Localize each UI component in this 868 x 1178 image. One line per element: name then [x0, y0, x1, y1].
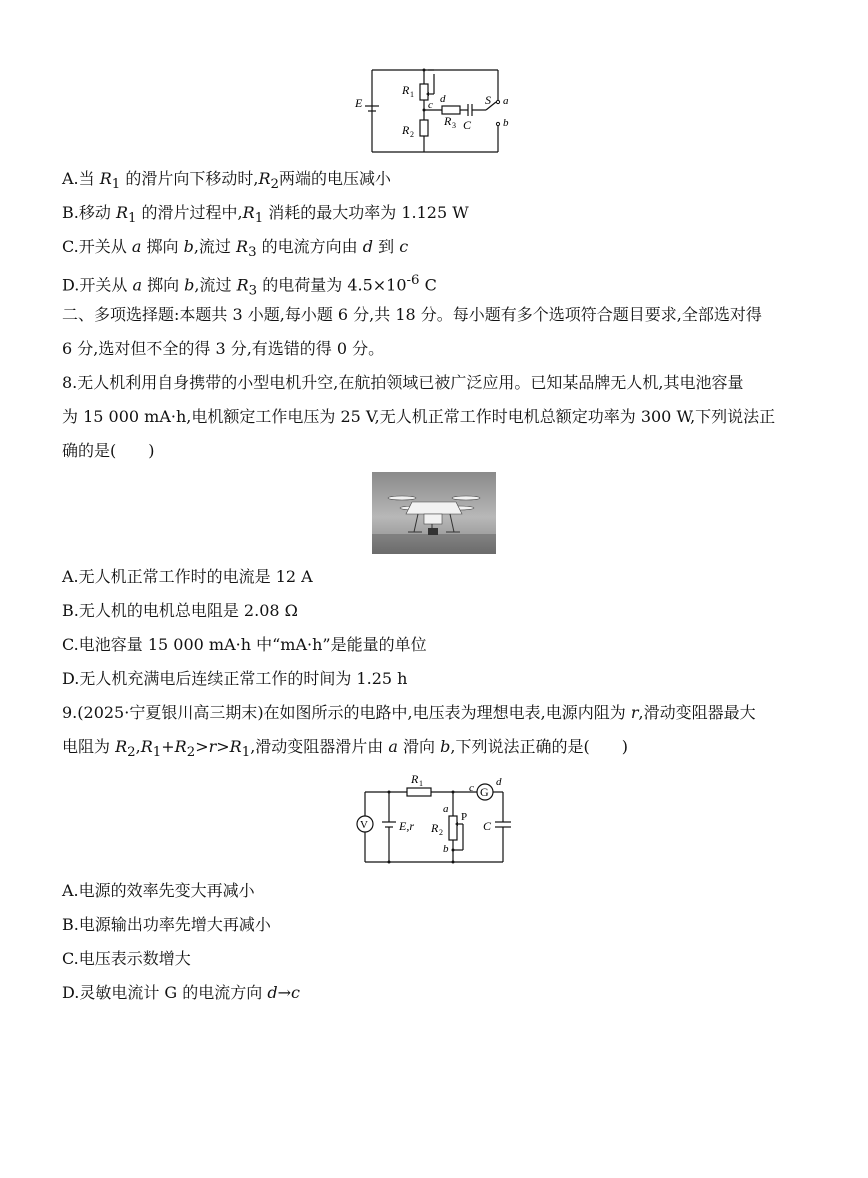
label-a: a — [503, 95, 509, 107]
fig2-label-b: b — [443, 843, 449, 855]
fig2-label-R1-sub: 1 — [419, 779, 423, 788]
fig2-label-G: G — [480, 785, 489, 799]
q9-stem-line-2: 电阻为 $R_2,R_1+R_2>r>R_1$,滑动变阻器滑片由 a 滑向 b,下列说法正确的是( ) — [62, 737, 628, 761]
q8-option-b: B.无人机的电机总电阻是 2.08 Ω — [62, 601, 298, 620]
circuit-figure-1 — [352, 62, 512, 158]
label-S: S — [485, 93, 491, 107]
q7-option-d: D.开关从 a 掷向 b,流过 $R_3$ 的电荷量为 $4.5\times 10^{-6}$ C — [62, 273, 437, 299]
section-2-instructions-line-2: 6 分,选对但不全的得 3 分,有选错的得 0 分。 — [62, 339, 385, 358]
q8-option-d: D.无人机充满电后连续正常工作的时间为 1.25 h — [62, 669, 408, 688]
q8-stem-line-2: 为 15 000 mA·h,电机额定工作电压为 25 V,无人机正常工作时电机总额定功率为 300 W,下列说法正 — [62, 407, 776, 426]
label-R2: R — [402, 123, 410, 137]
label-c: c — [428, 99, 433, 111]
label-C: C — [463, 118, 472, 132]
q7-option-c: C.开关从 a 掷向 b,流过 $R_3$ 的电流方向由 d 到 c — [62, 237, 409, 261]
q9-option-b: B.电源输出功率先增大再减小 — [62, 915, 271, 934]
fig2-label-a: a — [443, 803, 449, 815]
fig2-label-Er: E,r — [399, 819, 414, 833]
fig2-label-R1: R — [411, 772, 419, 786]
fig2-label-R2: R — [431, 821, 439, 835]
q8-stem-line-1: 8.无人机利用自身携带的小型电机升空,在航拍领域已被广泛应用。已知某品牌无人机,其电池容量 — [62, 373, 744, 392]
fig2-label-d: d — [496, 776, 502, 788]
fig2-label-C: C — [483, 819, 492, 833]
circuit-figure-2 — [345, 770, 525, 870]
label-d: d — [440, 93, 446, 105]
q8-option-c: C.电池容量 15 000 mA·h 中“mA·h”是能量的单位 — [62, 635, 427, 654]
section-2-instructions-line-1: 二、多项选择题:本题共 3 小题,每小题 6 分,共 18 分。每小题有多个选项符合题目要求,全部选对得 — [62, 305, 762, 324]
label-E: E — [355, 96, 363, 110]
label-R1-sub: 1 — [410, 90, 414, 99]
q7-option-b: B.移动 $R_1$ 的滑片过程中$,R_1$ 消耗的最大功率为 1.125 W — [62, 203, 469, 227]
q9-option-d: D.灵敏电流计 G 的电流方向 d→c — [62, 983, 301, 1002]
fig2-label-V: V — [360, 819, 368, 831]
label-R3: R — [444, 114, 452, 128]
q8-option-a: A.无人机正常工作时的电流是 12 A — [62, 567, 313, 586]
label-b: b — [503, 117, 509, 129]
q9-stem-line-1: 9.(2025·宁夏银川高三期末)在如图所示的电路中,电压表为理想电表,电源内阻为 r,滑动变阻器最大 — [62, 703, 756, 722]
fig2-label-c: c — [469, 782, 474, 794]
drone-photo — [372, 472, 496, 554]
q9-option-c: C.电压表示数增大 — [62, 949, 191, 968]
fig2-label-R2-sub: 2 — [439, 828, 443, 837]
label-R2-sub: 2 — [410, 130, 414, 139]
q8-stem-line-3: 确的是( ) — [62, 441, 155, 460]
fig2-label-P: P — [461, 811, 468, 823]
label-R3-sub: 3 — [452, 121, 456, 130]
label-R1: R — [402, 83, 410, 97]
q7-option-a: A.当 $R_1$ 的滑片向下移动时$,R_2$两端的电压减小 — [62, 169, 391, 193]
q9-option-a: A.电源的效率先变大再减小 — [62, 881, 255, 900]
